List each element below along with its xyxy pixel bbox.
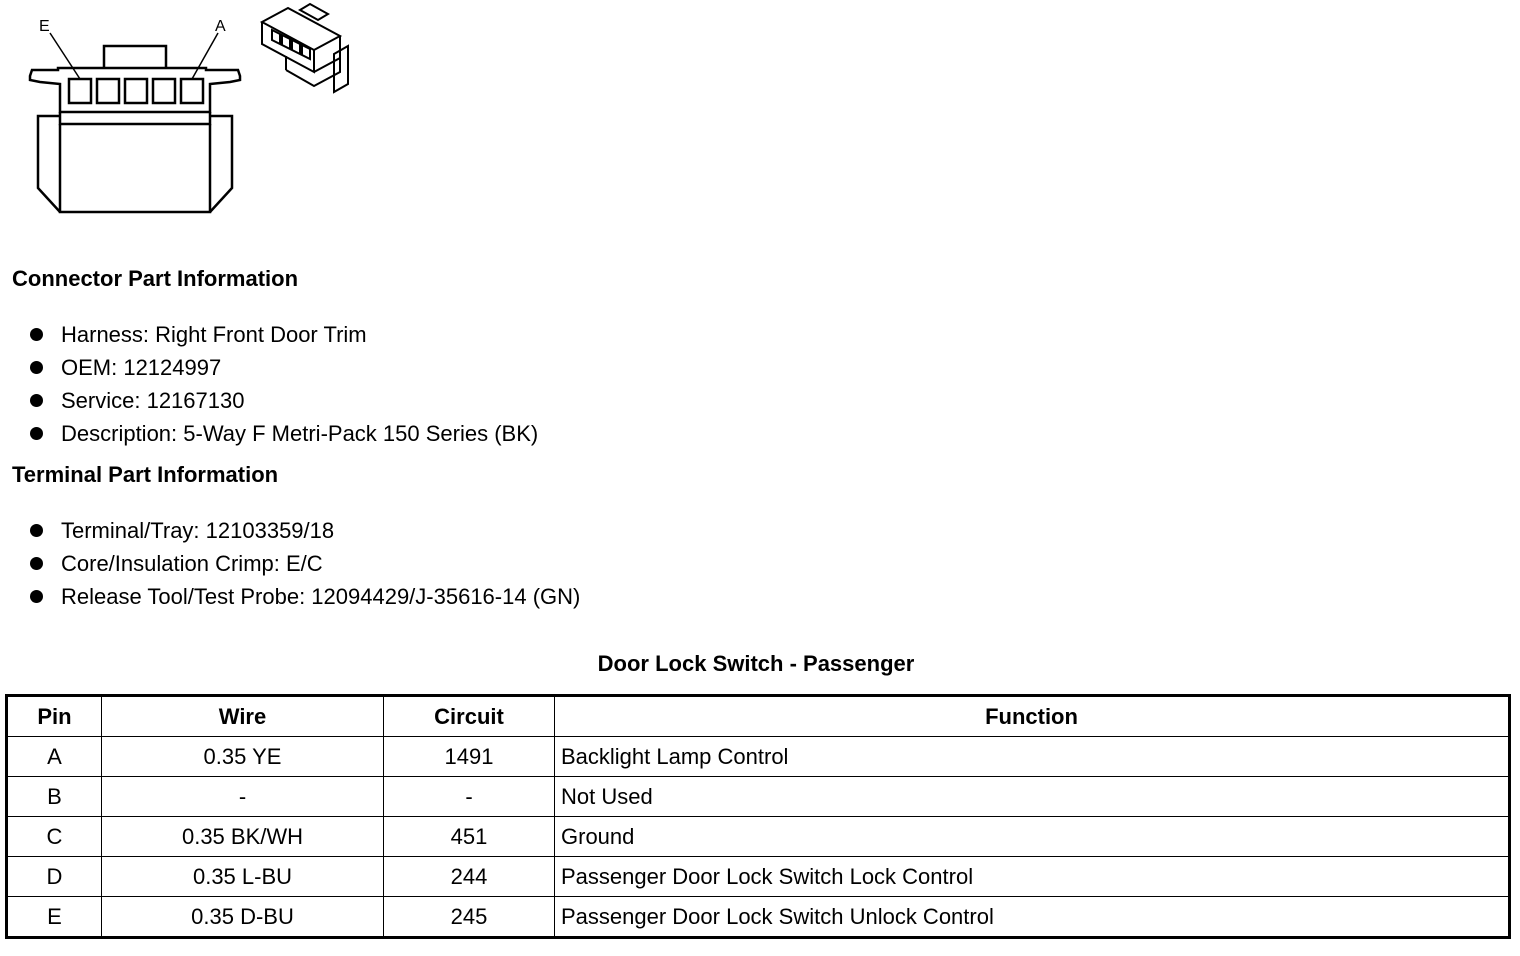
function-cell: Passenger Door Lock Switch Unlock Control: [555, 897, 1510, 938]
function-cell: Backlight Lamp Control: [555, 737, 1510, 777]
function-cell: Not Used: [555, 777, 1510, 817]
pin-e-label: E: [39, 18, 50, 35]
wire-cell: -: [102, 777, 384, 817]
harness-text: Harness: Right Front Door Trim: [61, 322, 367, 347]
circuit-column-header: Circuit: [384, 696, 555, 737]
wire-cell: 0.35 YE: [102, 737, 384, 777]
terminal-part-list: [30, 514, 580, 613]
service-text: Service: 12167130: [61, 388, 245, 413]
table-title: Door Lock Switch - Passenger: [597, 651, 915, 676]
bullet-icon: [30, 394, 43, 407]
bullet-icon: [30, 557, 43, 570]
connector-part-heading: Connector Part Information: [12, 266, 299, 291]
table-row: [7, 817, 1510, 857]
oem-text: OEM: 12124997: [61, 355, 222, 380]
bullet-icon: [30, 328, 43, 341]
pin-cell: C: [7, 817, 102, 857]
circuit-cell: 245: [384, 897, 555, 938]
wire-cell: 0.35 L-BU: [102, 857, 384, 897]
connector-part-list: [30, 318, 538, 450]
table-row: [7, 857, 1510, 897]
terminal-tray-text: Terminal/Tray: 12103359/18: [61, 518, 335, 543]
circuit-cell: -: [384, 777, 555, 817]
pin-a-label: A: [215, 18, 226, 35]
list-item: [30, 580, 580, 613]
function-cell: Passenger Door Lock Switch Lock Control: [555, 857, 1510, 897]
pin-cell: B: [7, 777, 102, 817]
table-row: [7, 737, 1510, 777]
function-column-header: Function: [555, 696, 1510, 737]
pin-cell: A: [7, 737, 102, 777]
table-row: [7, 777, 1510, 817]
description-text: Description: 5-Way F Metri-Pack 150 Series (BK): [61, 421, 539, 446]
bullet-icon: [30, 524, 43, 537]
wire-cell: 0.35 D-BU: [102, 897, 384, 938]
wire-column-header: Wire: [102, 696, 384, 737]
list-item: [30, 547, 580, 580]
table-header-row: [7, 696, 1510, 737]
pin-cell: E: [7, 897, 102, 938]
crimp-text: Core/Insulation Crimp: E/C: [61, 551, 323, 576]
connector-isometric-diagram: [250, 0, 370, 100]
circuit-cell: 1491: [384, 737, 555, 777]
circuit-cell: 451: [384, 817, 555, 857]
circuit-cell: 244: [384, 857, 555, 897]
connector-face-diagram: [0, 0, 260, 230]
release-tool-text: Release Tool/Test Probe: 12094429/J-35616-14 (GN): [61, 584, 581, 609]
bullet-icon: [30, 427, 43, 440]
pin-cell: D: [7, 857, 102, 897]
bullet-icon: [30, 361, 43, 374]
table-row: [7, 897, 1510, 938]
bullet-icon: [30, 590, 43, 603]
pinout-table: [5, 694, 1511, 939]
list-item: [30, 384, 538, 417]
list-item: [30, 417, 538, 450]
wire-cell: 0.35 BK/WH: [102, 817, 384, 857]
list-item: [30, 351, 538, 384]
function-cell: Ground: [555, 817, 1510, 857]
terminal-part-heading: Terminal Part Information: [12, 462, 279, 487]
list-item: [30, 514, 580, 547]
list-item: [30, 318, 538, 351]
pin-column-header: Pin: [7, 696, 102, 737]
